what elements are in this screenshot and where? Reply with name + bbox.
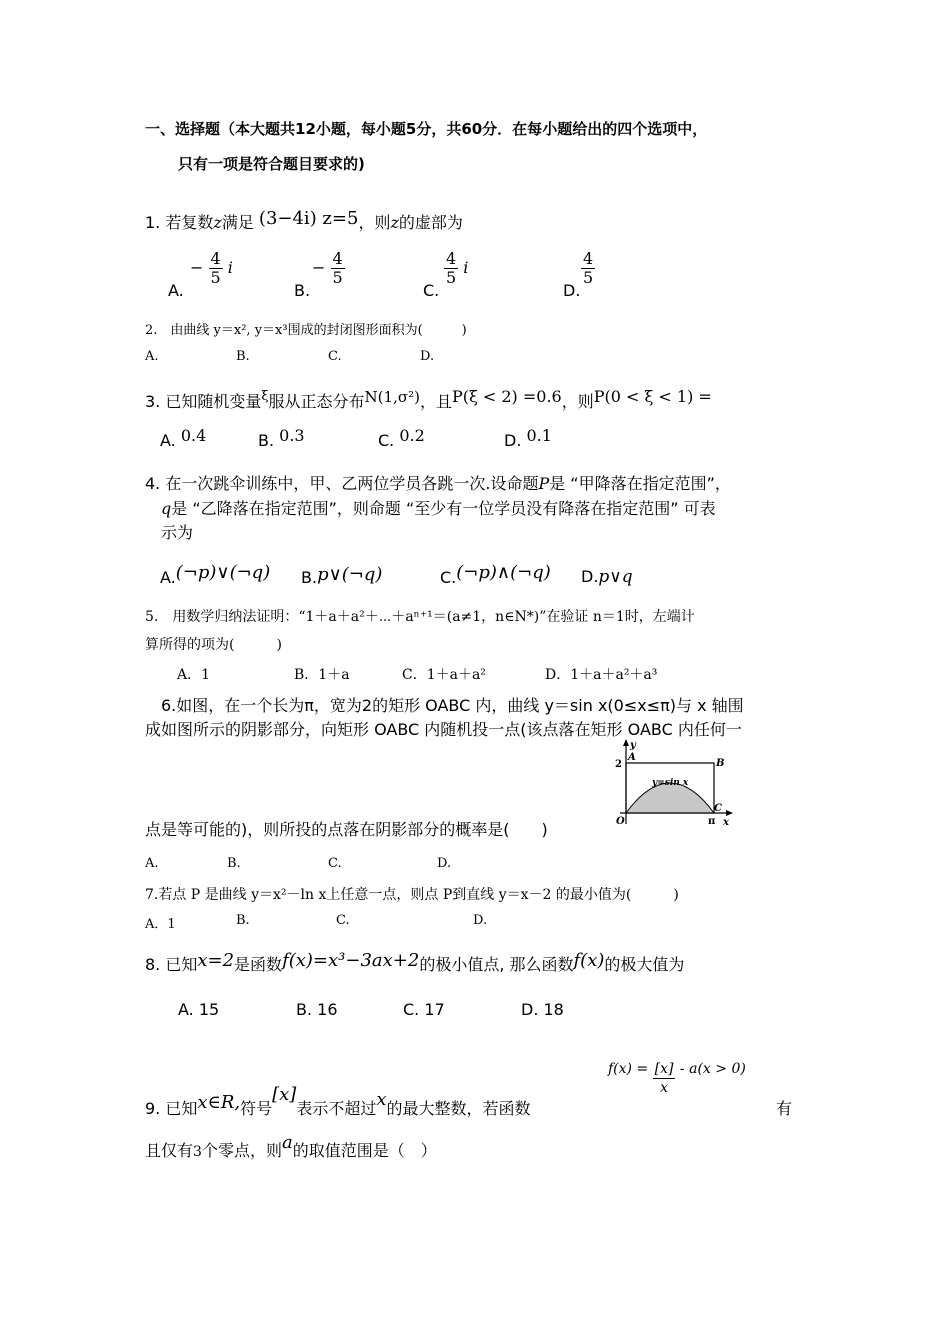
q8-option-a[interactable]: A. 15	[178, 1000, 220, 1019]
q5-option-c[interactable]: C．1＋a＋a²	[402, 667, 486, 683]
question-5-line2: 算所得的项为( )	[145, 637, 282, 653]
question-6-line3: 点是等可能的)，则所投的点落在阴影部分的概率是( )	[145, 820, 548, 839]
sine-area-figure	[610, 738, 740, 830]
q5-option-d[interactable]: D．1＋a＋a²＋a³	[545, 667, 658, 683]
question-1: 1. 若复数z满足 (3−4i) z=5，则z的虚部为	[145, 208, 463, 232]
question-3: 3. 已知随机变量ξ服从正态分布N(1,σ²)，且P(ξ < 2) =0.6，则P(0 < ξ < 1) =	[145, 387, 712, 411]
question-5-line1: 5. 用数学归纳法证明：“1＋a＋a²＋⋯＋aⁿ⁺¹＝(a≠1，n∈N*)”在验证 n＝1时，左端计	[145, 609, 695, 625]
question-9-you: 有	[776, 1099, 793, 1118]
q1-option-c-label: C.	[423, 281, 440, 300]
q6-option-a[interactable]: A.	[145, 856, 159, 871]
q1-option-b-label: B.	[294, 281, 311, 300]
question-6-line2: 成如图所示的阴影部分，向矩形 OABC 内随机投一点(该点落在矩形 OABC 内任何一	[145, 720, 742, 739]
q7-option-a[interactable]: A．1	[145, 917, 176, 932]
q1-option-c[interactable]: $\frac{4}{5}$ i	[446, 249, 469, 287]
q9-function: f(x) = $\frac{[x]}{x}$ - a(x > 0)	[608, 1060, 746, 1096]
q8-option-d[interactable]: D. 18	[521, 1000, 564, 1019]
q7-option-d[interactable]: D.	[473, 913, 488, 928]
q4-option-a[interactable]: A.(¬p)∨(¬q)	[160, 562, 271, 587]
question-4-line3: 示为	[161, 523, 194, 542]
q3-option-a[interactable]: A. 0.4	[160, 426, 207, 450]
question-4-line1: 4. 在一次跳伞训练中，甲、乙两位学员各跳一次.设命题P是 “甲降落在指定范围”，	[145, 474, 731, 493]
q8-option-c[interactable]: C. 17	[403, 1000, 445, 1019]
q4-option-b[interactable]: B.p∨(¬q)	[301, 564, 383, 587]
q2-option-d[interactable]: D.	[420, 349, 435, 364]
q1-option-a[interactable]: − $\frac{4}{5}$ i	[190, 249, 233, 287]
q4-option-d[interactable]: D.p∨q	[581, 567, 633, 587]
q1-option-d-label: D.	[563, 281, 581, 300]
q7-option-c[interactable]: C.	[336, 913, 350, 928]
q3-option-c[interactable]: C. 0.2	[378, 426, 425, 450]
question-6-line1: 6.如图，在一个长为π，宽为2的矩形 OABC 内，曲线 y＝sin x(0≤x≤π)与 x 轴围	[161, 696, 744, 715]
question-9-line1: 9. 已知x∈R,符号[x]表示不超过x的最大整数，若函数	[145, 1084, 531, 1118]
q3-option-b[interactable]: B. 0.3	[258, 426, 305, 450]
q2-option-c[interactable]: C.	[328, 349, 342, 364]
q5-option-b[interactable]: B．1＋a	[294, 667, 350, 683]
label-x: x	[723, 817, 729, 828]
q6-option-b[interactable]: B.	[227, 856, 241, 871]
question-4-line2: q是 “乙降落在指定范围”，则命题 “至少有一位学员没有降落在指定范围” 可表	[161, 499, 716, 518]
q2-option-a[interactable]: A.	[145, 349, 159, 364]
question-2: 2. 由曲线 y＝x², y＝x³围成的封闭图形面积为( )	[145, 323, 467, 338]
section-heading-line2: 只有一项是符合题目要求的)	[178, 155, 365, 173]
label-c: C	[714, 803, 722, 814]
section-heading: 一、选择题（本大题共12小题，每小题5分，共60分．在每小题给出的四个选项中，	[145, 120, 708, 138]
q1-option-a-label: A.	[168, 281, 184, 300]
question-8: 8. 已知x=2是函数f(x)=x³−3ax+2的极小值点, 那么函数f(x)的极大值为	[145, 950, 685, 974]
label-b: B	[716, 758, 725, 769]
q6-option-d[interactable]: D.	[437, 856, 452, 871]
y-axis-arrow-icon	[623, 739, 629, 746]
label-y: y	[630, 740, 636, 751]
x-axis-arrow-icon	[726, 810, 733, 816]
q1-option-b[interactable]: − $\frac{4}{5}$	[312, 249, 343, 287]
label-o: O	[616, 816, 625, 827]
q2-option-b[interactable]: B.	[236, 349, 250, 364]
label-2: 2	[615, 759, 622, 770]
q5-option-a[interactable]: A．1	[177, 667, 211, 683]
q8-option-b[interactable]: B. 16	[296, 1000, 338, 1019]
question-9-line2: 且仅有3个零点，则a的取值范围是（ ）	[145, 1132, 437, 1160]
q3-option-d[interactable]: D. 0.1	[504, 426, 552, 450]
label-a: A	[628, 752, 636, 763]
q7-option-b[interactable]: B.	[236, 913, 250, 928]
q4-option-c[interactable]: C.(¬p)∧(¬q)	[440, 562, 551, 587]
q6-option-c[interactable]: C.	[328, 856, 342, 871]
question-7: 7.若点 P 是曲线 y＝x²－ln x上任意一点，则点 P到直线 y＝x－2 的最小值为( )	[145, 887, 679, 903]
label-pi: π	[708, 816, 716, 827]
q1-option-d[interactable]: $\frac{4}{5}$	[583, 249, 594, 287]
label-curve: y=sin x	[652, 778, 689, 788]
